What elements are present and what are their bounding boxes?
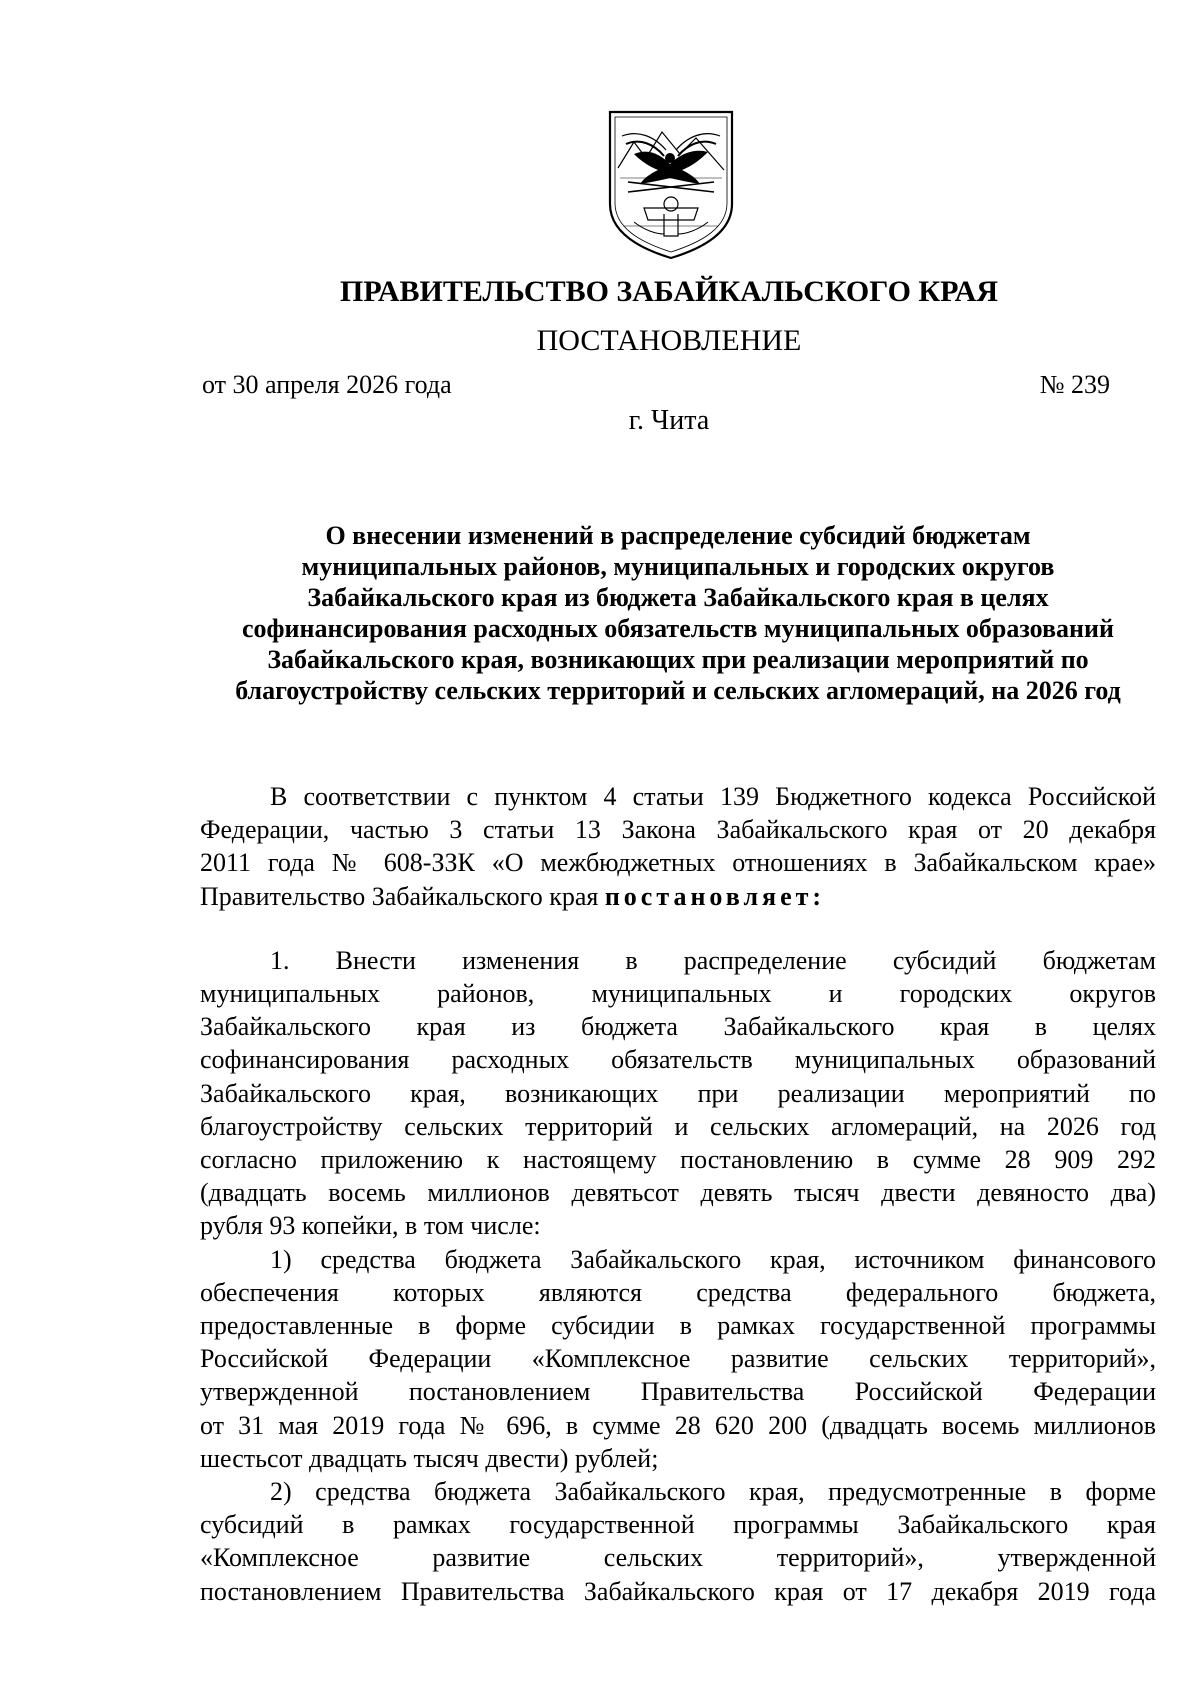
preamble-line: 2011 года № 608-ЗЗК «О межбюджетных отношениях в Забайкальском крае» — [200, 848, 1156, 878]
document-number: № 239 — [1039, 370, 1110, 399]
item-1-line: Забайкальского края из бюджета Забайкальского края в целях — [200, 1012, 1156, 1042]
subitem-2-line: «Комплексное развитие сельских территорий», утвержденной — [200, 1543, 1156, 1573]
item-1-paragraph — [200, 944, 1156, 1243]
subitem-2-line: постановлением Правительства Забайкальского края от 17 декабря 2019 года — [200, 1576, 1156, 1606]
item-1-line: согласно приложению к настоящему постановлению в сумме 28 909 292 — [200, 1145, 1156, 1175]
document-type: ПОСТАНОВЛЕНИЕ — [536, 324, 802, 357]
document-date: от 30 апреля 2026 года — [202, 370, 452, 399]
item-1-line: благоустройству сельских территорий и сельских агломераций, на 2026 год — [200, 1111, 1156, 1141]
item-1-line: (двадцать восемь миллионов девятьсот девять тысяч двести девяносто два) — [200, 1178, 1156, 1208]
subject-line: софинансирования расходных обязательств муниципальных образований — [242, 614, 1114, 643]
preamble-line: Федерации, частью 3 статьи 13 Закона Забайкальского края от 20 декабря — [200, 815, 1156, 845]
subject-line: муниципальных районов, муниципальных и городских округов — [301, 552, 1055, 581]
subitem-1-line: утвержденной постановлением Правительства Российской Федерации — [200, 1377, 1156, 1407]
subject-line: Забайкальского края из бюджета Забайкальского края в целях — [307, 583, 1049, 612]
paragraph-gap — [200, 913, 1156, 944]
item-1-line: софинансирования расходных обязательств муниципальных образований — [200, 1045, 1156, 1075]
document-subject — [200, 520, 1156, 706]
subitem-2-paragraph — [200, 1475, 1156, 1608]
document-city: г. Чита — [628, 405, 710, 436]
subitem-1-line: предоставленные в форме субсидии в рамках государственной программы — [200, 1311, 1156, 1341]
subitem-2-line: 2) средства бюджета Забайкальского края, предусмотренные в форме — [270, 1477, 1156, 1507]
preamble-last-line — [200, 880, 1156, 913]
item-1-line: рубля 93 копейки, в том числе: — [200, 1211, 541, 1241]
preamble-paragraph — [200, 780, 1156, 913]
document-body — [200, 780, 1156, 1608]
item-1-line: муниципальных районов, муниципальных и городских округов — [200, 979, 1156, 1009]
subitem-1-paragraph — [200, 1243, 1156, 1475]
subject-line: О внесении изменений в распределение субсидий бюджетам — [325, 521, 1031, 550]
government-title: ПРАВИТЕЛЬСТВО ЗАБАЙКАЛЬСКОГО КРАЯ — [340, 275, 998, 308]
subitem-1-line: от 31 мая 2019 года № 696, в сумме 28 620 200 (двадцать восемь миллионов — [200, 1410, 1156, 1440]
preamble-line: В соответствии с пунктом 4 статьи 139 Бюджетного кодекса Российской — [270, 782, 1156, 811]
subitem-1-line: 1) средства бюджета Забайкальского края, источником финансового — [270, 1244, 1156, 1274]
subject-line: благоустройству сельских территорий и сельских агломераций, на 2026 год — [235, 676, 1121, 705]
subject-line: Забайкальского края, возникающих при реализации мероприятий по — [267, 645, 1089, 674]
subitem-1-line: обеспечения которых являются средства федерального бюджета, — [200, 1277, 1156, 1307]
item-1-line: Забайкальского края, возникающих при реализации мероприятий по — [200, 1078, 1156, 1108]
item-1-line: 1. Внести изменения в распределение субсидий бюджетам — [270, 945, 1156, 975]
subitem-1-line: Российской Федерации «Комплексное развитие сельских территорий», — [200, 1344, 1156, 1374]
coat-of-arms-icon — [604, 108, 738, 260]
decree-word: постановляет: — [604, 881, 826, 911]
subitem-1-line: шестьсот двадцать тысяч двести) рублей; — [200, 1443, 659, 1473]
subitem-2-line: субсидий в рамках государственной программы Забайкальского края — [200, 1510, 1156, 1540]
preamble-prefix: Правительство Забайкальского края — [200, 881, 605, 911]
